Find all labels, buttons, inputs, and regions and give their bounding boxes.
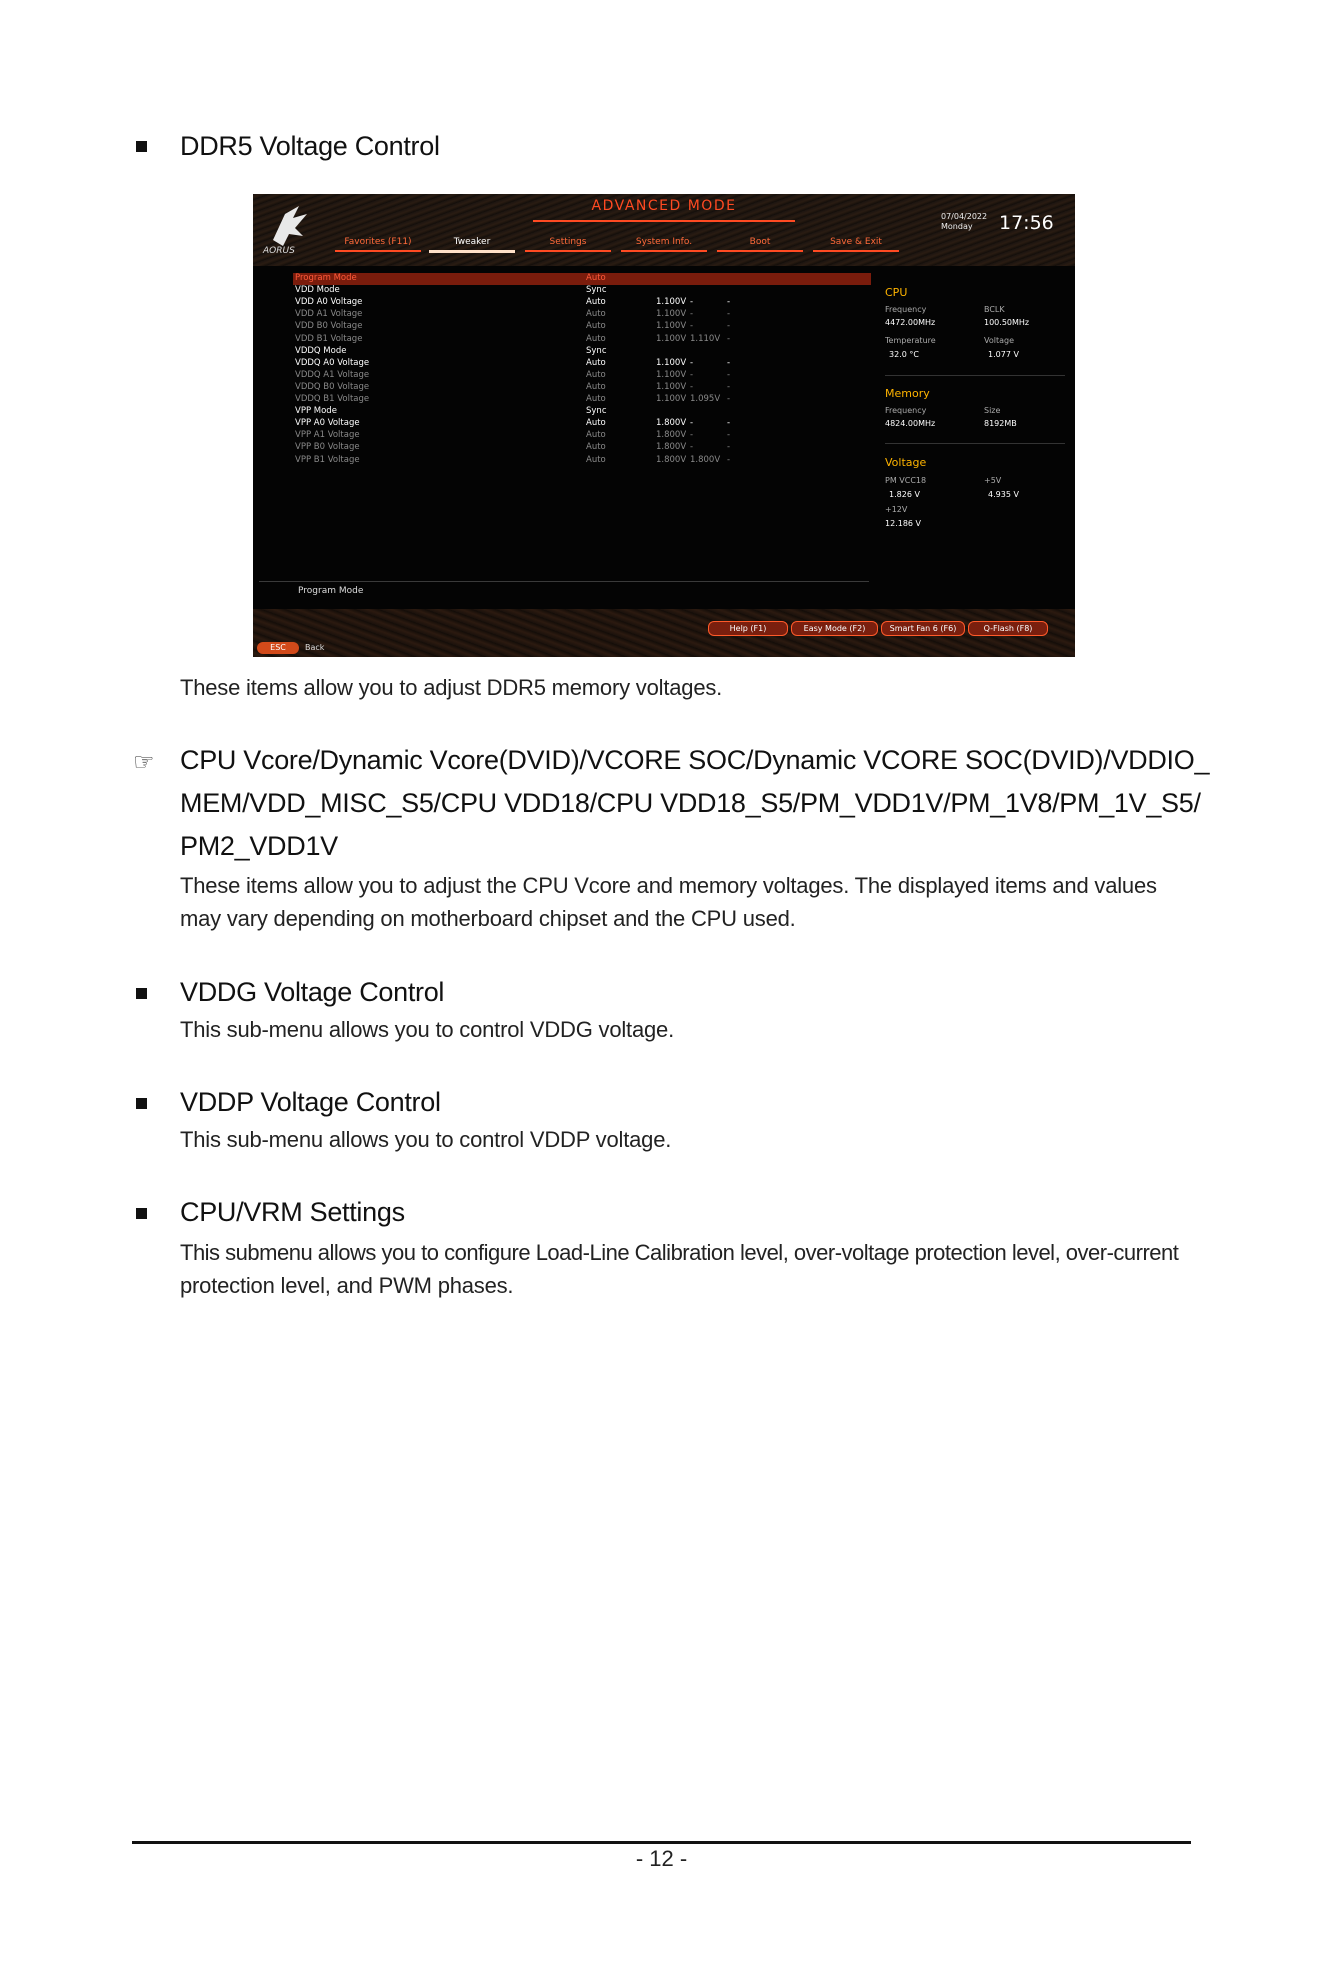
smart-fan-button[interactable]: Smart Fan 6 (F6): [881, 621, 965, 636]
voltage-panel-title: Voltage: [885, 456, 927, 469]
memory-size-value: 8192MB: [984, 419, 1017, 428]
bios-logo-text: AORUS: [263, 246, 295, 256]
bios-setting-row[interactable]: [293, 382, 871, 394]
bios-setting-row[interactable]: [293, 406, 871, 418]
bios-setting-row[interactable]: [293, 430, 871, 442]
panel-divider: [885, 443, 1065, 444]
p5v-label: +5V: [984, 476, 1002, 485]
setting-v3: -: [727, 369, 731, 380]
section-bullet: [136, 1208, 147, 1219]
description-divider: [259, 581, 869, 582]
esc-button[interactable]: ESC: [257, 642, 299, 654]
cpu-temp-value: 32.0 °C: [889, 350, 919, 359]
setting-v2: 1.800V: [690, 454, 721, 465]
bios-date-value: 07/04/2022: [941, 212, 988, 221]
setting-v1: 1.800V: [656, 442, 687, 453]
memory-size-label: Size: [984, 406, 1001, 415]
setting-mode: Auto: [586, 321, 606, 332]
setting-name: VDDQ A1 Voltage: [295, 369, 370, 380]
setting-mode: Sync: [586, 406, 607, 417]
bios-setting-row[interactable]: [293, 442, 871, 454]
easy-mode-button[interactable]: Easy Mode (F2): [791, 621, 878, 636]
section-bullet: [136, 1098, 147, 1109]
setting-v2: -: [690, 381, 694, 392]
setting-v3: -: [727, 309, 731, 320]
bios-screenshot: [253, 194, 1075, 657]
bios-setting-row[interactable]: [293, 285, 871, 297]
setting-v1: 1.100V: [656, 381, 687, 392]
setting-v3: -: [727, 394, 731, 404]
setting-name: Program Mode: [295, 273, 357, 283]
setting-mode: Sync: [586, 345, 607, 356]
setting-v1: 1.800V: [656, 454, 687, 465]
section3-title: VDDG Voltage Control: [180, 977, 445, 1007]
bios-mode-title: ADVANCED MODE: [533, 198, 795, 222]
tab-save-exit[interactable]: Save & Exit: [813, 237, 899, 252]
bios-setting-row[interactable]: [293, 346, 871, 358]
tab-favorites[interactable]: Favorites (F11): [335, 237, 421, 252]
section3-body: This sub-menu allows you to control VDDG voltage.: [180, 1017, 674, 1042]
vcc18-value: 1.826 V: [889, 490, 920, 499]
memory-panel-title: Memory: [885, 387, 930, 400]
memory-freq-label: Frequency: [885, 406, 927, 415]
setting-name: VDD Mode: [295, 285, 340, 296]
bios-date: [941, 212, 987, 232]
section2-title-line1: CPU Vcore/Dynamic Vcore(DVID)/VCORE SOC/Dynamic VCORE SOC(DVID)/VDDIO_: [180, 745, 1210, 775]
cpu-freq-value: 4472.00MHz: [885, 318, 936, 327]
section1-body: These items allow you to adjust DDR5 memory voltages.: [180, 675, 723, 700]
bios-setting-row[interactable]: [293, 418, 871, 430]
setting-v2: 1.110V: [690, 333, 721, 344]
cpu-volt-value: 1.077 V: [988, 350, 1019, 359]
section4-title: VDDP Voltage Control: [180, 1087, 441, 1117]
setting-v1: 1.100V: [656, 369, 687, 380]
setting-v3: -: [727, 357, 731, 368]
footer-rule: [132, 1841, 1191, 1844]
bios-clock: 17:56: [999, 212, 1054, 234]
setting-mode: Auto: [586, 333, 606, 344]
p12v-label: +12V: [885, 505, 908, 514]
setting-name: VDDQ A0 Voltage: [295, 357, 370, 368]
cpu-panel-title: CPU: [885, 286, 908, 299]
section2-body-line2: may vary depending on motherboard chipset and the CPU used.: [180, 906, 796, 931]
section5-title: CPU/VRM Settings: [180, 1197, 405, 1227]
setting-v3: -: [727, 454, 731, 465]
setting-name: VDDQ B0 Voltage: [295, 381, 370, 392]
bios-setting-row[interactable]: [293, 455, 871, 467]
item-description: Program Mode: [298, 586, 364, 596]
setting-mode: Auto: [586, 430, 606, 441]
setting-v2: -: [690, 321, 694, 332]
setting-v2: -: [690, 418, 694, 429]
setting-mode: Sync: [586, 285, 607, 296]
setting-name: VPP B0 Voltage: [295, 442, 360, 453]
tab-settings[interactable]: Settings: [525, 237, 611, 252]
setting-v1: 1.100V: [656, 297, 687, 308]
memory-freq-value: 4824.00MHz: [885, 419, 936, 428]
section4-body: This sub-menu allows you to control VDDP voltage.: [180, 1127, 672, 1152]
setting-v3: -: [727, 321, 731, 332]
setting-name: VDD B1 Voltage: [295, 333, 363, 344]
setting-name: VDDQ B1 Voltage: [295, 394, 370, 404]
setting-v3: -: [727, 430, 731, 441]
setting-v2: -: [690, 309, 694, 320]
page-number: - 12 -: [635, 1846, 688, 1871]
tab-boot[interactable]: Boot: [717, 237, 803, 252]
setting-v3: -: [727, 418, 731, 429]
help-button[interactable]: Help (F1): [708, 621, 788, 636]
vcc18-label: PM VCC18: [885, 476, 927, 485]
bios-setting-row[interactable]: [293, 334, 871, 346]
setting-name: VDD B0 Voltage: [295, 321, 363, 332]
setting-v2: -: [690, 369, 694, 380]
setting-name: VPP Mode: [295, 406, 337, 417]
setting-name: VDDQ Mode: [295, 345, 347, 356]
section2-body-line1: These items allow you to adjust the CPU Vcore and memory voltages. The displayed items and values: [180, 873, 1157, 898]
bios-setting-row[interactable]: [293, 394, 871, 406]
setting-v1: 1.100V: [656, 357, 687, 368]
setting-v2: -: [690, 357, 694, 368]
cpu-bclk-label: BCLK: [984, 305, 1005, 314]
bios-setting-row[interactable]: [293, 297, 871, 309]
setting-v2: -: [690, 430, 694, 441]
bios-setting-row[interactable]: [293, 370, 871, 382]
setting-mode: Auto: [586, 369, 606, 380]
setting-mode: Auto: [586, 442, 606, 453]
setting-v2: -: [690, 297, 694, 308]
bios-setting-row[interactable]: [293, 273, 871, 285]
setting-name: VPP B1 Voltage: [295, 454, 360, 465]
tab-system-info[interactable]: System Info.: [621, 237, 707, 252]
tab-tweaker[interactable]: Tweaker: [429, 237, 515, 253]
setting-v3: -: [727, 333, 731, 344]
bios-setting-row[interactable]: [293, 358, 871, 370]
pointing-hand-icon: ☞: [133, 749, 155, 776]
q-flash-button[interactable]: Q-Flash (F8): [968, 621, 1048, 636]
cpu-bclk-value: 100.50MHz: [984, 318, 1030, 327]
setting-name: VDD A1 Voltage: [295, 309, 363, 320]
section2-title-line2: MEM/VDD_MISC_S5/CPU VDD18/CPU VDD18_S5/PM_VDD1V/PM_1V8/PM_1V_S5/: [180, 788, 1201, 818]
setting-v1: 1.100V: [656, 321, 687, 332]
setting-mode: Auto: [586, 309, 606, 320]
back-label: Back: [305, 643, 325, 652]
section5-body-line2: protection level, and PWM phases.: [180, 1273, 514, 1298]
setting-mode: Auto: [586, 273, 606, 283]
setting-mode: Auto: [586, 418, 606, 429]
setting-mode: Auto: [586, 381, 606, 392]
setting-v3: -: [727, 297, 731, 308]
setting-v1: 1.800V: [656, 418, 687, 429]
setting-mode: Auto: [586, 394, 606, 404]
bios-setting-row[interactable]: [293, 321, 871, 333]
section-bullet: [136, 988, 147, 999]
section-bullet: [136, 141, 147, 152]
setting-v2: 1.095V: [690, 394, 721, 404]
setting-v3: -: [727, 442, 731, 453]
setting-name: VPP A0 Voltage: [295, 418, 360, 429]
setting-v1: 1.800V: [656, 430, 687, 441]
bios-setting-row[interactable]: [293, 309, 871, 321]
cpu-freq-label: Frequency: [885, 305, 927, 314]
setting-mode: Auto: [586, 357, 606, 368]
section5-body-line1: This submenu allows you to configure Load-Line Calibration level, over-voltage protection level, over-current: [180, 1240, 1179, 1265]
setting-v1: 1.100V: [656, 309, 687, 320]
setting-name: VPP A1 Voltage: [295, 430, 360, 441]
section-title-ddr5: DDR5 Voltage Control: [180, 131, 440, 161]
panel-divider: [885, 375, 1065, 376]
setting-v1: 1.100V: [656, 394, 687, 404]
setting-v2: -: [690, 442, 694, 453]
cpu-volt-label: Voltage: [984, 336, 1015, 345]
setting-mode: Auto: [586, 454, 606, 465]
cpu-temp-label: Temperature: [885, 336, 936, 345]
setting-v1: 1.100V: [656, 333, 687, 344]
bios-day-value: Monday: [941, 222, 973, 231]
p12v-value: 12.186 V: [885, 519, 922, 528]
setting-name: VDD A0 Voltage: [295, 297, 363, 308]
setting-mode: Auto: [586, 297, 606, 308]
setting-v3: -: [727, 381, 731, 392]
section2-title-line3: PM2_VDD1V: [180, 831, 338, 861]
p5v-value: 4.935 V: [988, 490, 1019, 499]
